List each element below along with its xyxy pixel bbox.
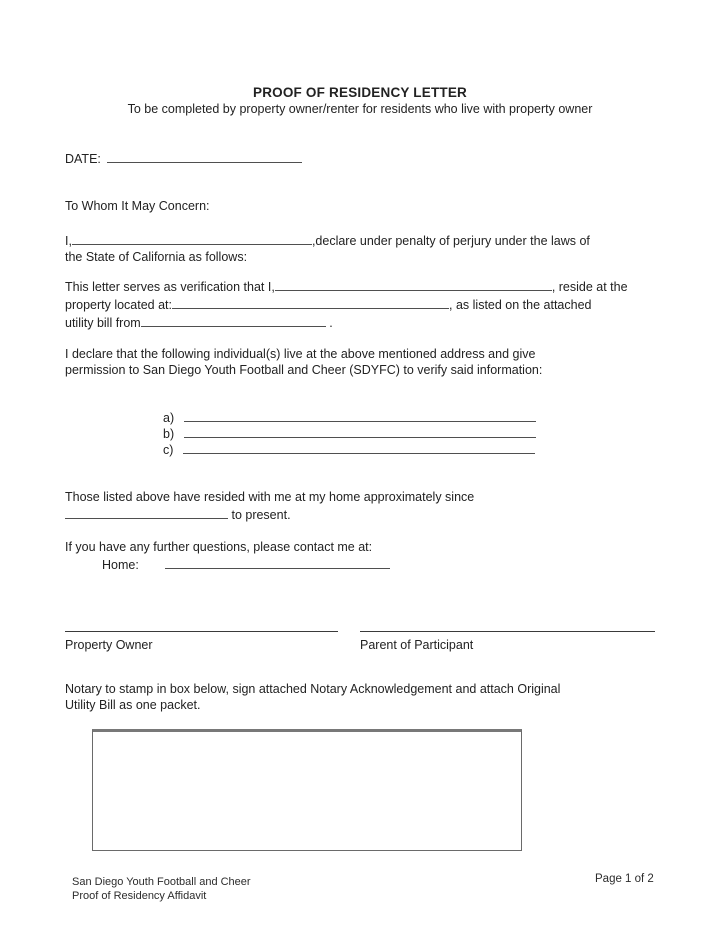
individual-b-blank-field[interactable] xyxy=(184,424,536,438)
footer-org-name: San Diego Youth Football and Cheer xyxy=(72,876,251,888)
verification-line2-post-text: , as listed on the attached xyxy=(449,298,592,312)
home-label: Home: xyxy=(102,558,139,572)
date-blank-field[interactable] xyxy=(107,149,302,163)
date-label: DATE: xyxy=(65,152,101,166)
salutation: To Whom It May Concern: xyxy=(65,199,210,213)
residency-line2-text: to present. xyxy=(228,508,291,522)
verification-line1-post-text: , reside at the xyxy=(551,280,628,294)
contact-intro-text: If you have any further questions, please contact me at: xyxy=(65,540,373,554)
parent-of-participant-label: Parent of Participant xyxy=(360,638,474,652)
footer-organization xyxy=(72,876,251,903)
signature-section xyxy=(65,631,655,653)
residency-line1-text: Those listed above have resided with me at my home approximately since xyxy=(65,490,475,504)
verification-line3-pre-text: utility bill from xyxy=(65,316,141,330)
page-number: Page 1 of 2 xyxy=(595,873,654,885)
declaration-line1-text: ,declare under penalty of perjury under the laws of xyxy=(311,234,590,248)
verification-line2-pre-text: property located at: xyxy=(65,298,173,312)
date-line xyxy=(65,149,302,167)
footer-doc-name: Proof of Residency Affidavit xyxy=(72,889,207,902)
utility-company-blank-field[interactable] xyxy=(141,313,326,327)
individuals-list xyxy=(163,408,536,456)
individual-c-blank-field[interactable] xyxy=(183,440,535,454)
list-item xyxy=(163,408,536,424)
residency-duration-paragraph xyxy=(65,489,665,523)
notary-line1-text: Notary to stamp in box below, sign attached Notary Acknowledgement and attach Original xyxy=(65,682,561,696)
resident-name-blank-field[interactable] xyxy=(275,277,552,291)
signature-gap xyxy=(338,631,360,653)
declaration-paragraph xyxy=(65,231,665,265)
list-item xyxy=(163,424,536,440)
verification-line3-post-text: . xyxy=(325,316,333,330)
individuals-paragraph xyxy=(65,346,665,378)
declarant-name-blank-field[interactable] xyxy=(72,231,312,245)
notary-stamp-box[interactable] xyxy=(92,729,522,851)
parent-signature-line[interactable] xyxy=(360,631,655,653)
property-owner-signature-line[interactable] xyxy=(65,631,338,653)
list-item-label: c) xyxy=(163,443,174,457)
verification-paragraph xyxy=(65,277,665,331)
property-owner-label: Property Owner xyxy=(65,638,153,652)
contact-paragraph xyxy=(65,539,665,573)
document-subtitle: To be completed by property owner/renter for residents who live with property owner xyxy=(127,102,593,116)
document-header xyxy=(0,84,720,118)
home-phone-blank-field[interactable] xyxy=(165,555,390,569)
property-address-blank-field[interactable] xyxy=(172,295,449,309)
individuals-line2-text: permission to San Diego Youth Football and Cheer (SDYFC) to verify said information: xyxy=(65,363,543,377)
notary-instruction-paragraph xyxy=(65,681,665,713)
individuals-line1-text: I declare that the following individual(s) live at the above mentioned address and give xyxy=(65,347,536,361)
residency-since-date-blank-field[interactable] xyxy=(65,505,228,519)
declaration-line2-text: the State of California as follows: xyxy=(65,250,248,264)
declaration-pre-text: I, xyxy=(65,234,72,248)
document-title: PROOF OF RESIDENCY LETTER xyxy=(252,85,468,100)
list-item-label: a) xyxy=(163,411,175,425)
notary-line2-text: Utility Bill as one packet. xyxy=(65,698,201,712)
list-item xyxy=(163,440,536,456)
individual-a-blank-field[interactable] xyxy=(184,408,536,422)
home-phone-line xyxy=(102,558,390,572)
verification-line1-pre-text: This letter serves as verification that I, xyxy=(65,280,275,294)
list-item-label: b) xyxy=(163,427,175,441)
